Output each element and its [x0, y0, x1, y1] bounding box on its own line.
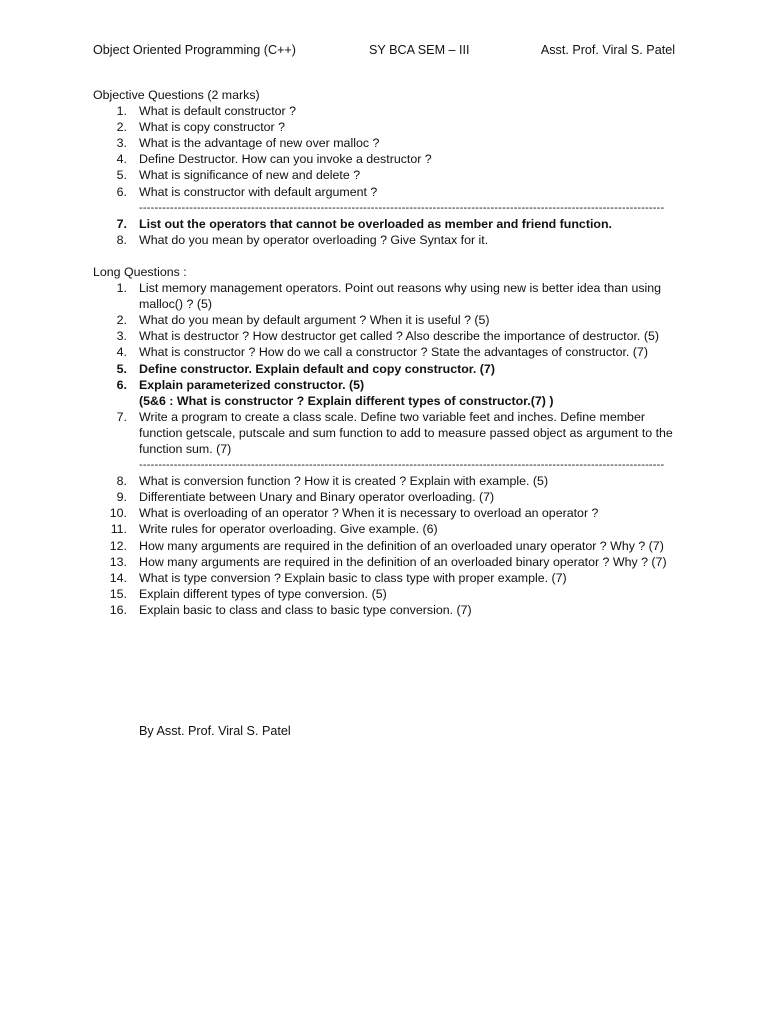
list-item — [93, 554, 678, 570]
header-class: SY BCA SEM – III — [369, 43, 470, 57]
question-text: What do you mean by operator overloading ? Give Syntax for it. — [139, 232, 489, 247]
question-text: What is destructor ? How destructor get called ? Also describe the importance of destructor. (5) — [139, 329, 659, 344]
combined-question-note: (5&6 : What is constructor ? Explain different types of constructor.(7) ) — [139, 393, 554, 408]
section-divider: ---------------------------------------------------------------------------------------------------------------------------------------- — [139, 201, 665, 214]
list-item — [93, 135, 678, 151]
list-item — [93, 409, 678, 457]
question-text: Differentiate between Unary and Binary operator overloading. (7) — [139, 490, 495, 505]
item-number: 7. — [116, 216, 127, 231]
author-byline: By Asst. Prof. Viral S. Patel — [139, 724, 291, 738]
item-number: 3. — [116, 329, 127, 344]
item-number: 9. — [116, 490, 127, 505]
item-number: 3. — [116, 136, 127, 151]
question-text: Write a program to create a class scale. Define two variable feet and inches. Define member function getscale, putscale and sum function to add to measure passed object as argument to the function sum. (7) — [139, 409, 673, 456]
question-text: Explain different types of type conversion. (5) — [139, 586, 387, 601]
list-item — [93, 232, 678, 248]
item-number: 8. — [116, 232, 127, 247]
question-text: List out the operators that cannot be overloaded as member and friend function. — [139, 216, 612, 231]
list-item — [93, 489, 678, 505]
question-text: How many arguments are required in the definition of an overloaded binary operator ? Why ? (7) — [139, 554, 667, 569]
item-number: 6. — [116, 184, 127, 199]
item-number: 8. — [116, 474, 127, 489]
list-item — [93, 216, 678, 232]
question-text: What is default constructor ? — [139, 104, 297, 119]
list-item — [93, 538, 678, 554]
item-number: 6. — [116, 377, 127, 392]
list-item — [93, 119, 678, 135]
item-number: 5. — [116, 168, 127, 183]
page-header — [93, 43, 678, 61]
item-number: 4. — [116, 152, 127, 167]
list-item — [93, 167, 678, 183]
list-item — [93, 184, 678, 200]
list-item — [93, 151, 678, 167]
question-text: Define constructor. Explain default and copy constructor. (7) — [139, 361, 495, 376]
section-spacer — [93, 248, 678, 264]
list-item — [93, 586, 678, 602]
question-text: What is the advantage of new over malloc ? — [139, 136, 380, 151]
list-item — [93, 344, 678, 360]
item-number: 13. — [109, 554, 127, 569]
item-number: 2. — [116, 120, 127, 135]
objective-question-list-continued — [93, 216, 678, 248]
question-text: How many arguments are required in the definition of an overloaded unary operator ? Why ? (7) — [139, 538, 664, 553]
long-question-list-continued — [93, 473, 678, 618]
list-item — [93, 361, 678, 377]
objective-question-list — [93, 103, 678, 200]
list-item — [93, 328, 678, 344]
header-subject: Object Oriented Programming (C++) — [93, 43, 296, 57]
item-number: 14. — [109, 570, 127, 585]
list-item — [93, 312, 678, 328]
question-text: Explain parameterized constructor. (5) — [139, 377, 365, 392]
question-text: Explain basic to class and class to basic type conversion. (7) — [139, 602, 472, 617]
item-number: 11. — [110, 522, 127, 537]
item-number: 15. — [109, 586, 127, 601]
item-number: 1. — [116, 281, 127, 296]
item-number: 16. — [109, 602, 127, 617]
item-number: 1. — [116, 104, 127, 119]
item-number: 2. — [116, 313, 127, 328]
list-item — [93, 377, 678, 409]
question-text: What is type conversion ? Explain basic to class type with proper example. (7) — [139, 570, 567, 585]
item-number: 12. — [109, 538, 127, 553]
long-question-list — [93, 280, 678, 457]
item-number: 10. — [109, 506, 127, 521]
list-item — [93, 570, 678, 586]
question-text: What do you mean by default argument ? When it is useful ? (5) — [139, 313, 490, 328]
question-text: What is constructor ? How do we call a constructor ? State the advantages of constructor. (7) — [139, 345, 648, 360]
question-text: What is constructor with default argument ? — [139, 184, 378, 199]
question-text: Write rules for operator overloading. Give example. (6) — [139, 522, 438, 537]
question-text: What is overloading of an operator ? When it is necessary to overload an operator ? — [139, 506, 599, 521]
question-content — [93, 87, 678, 618]
list-item — [93, 473, 678, 489]
question-text: What is conversion function ? How it is created ? Explain with example. (5) — [139, 474, 549, 489]
list-item — [93, 103, 678, 119]
question-text: What is significance of new and delete ? — [139, 168, 361, 183]
list-item — [93, 602, 678, 618]
list-item — [93, 280, 678, 312]
list-item — [93, 505, 678, 521]
item-number: 7. — [116, 409, 127, 424]
header-author: Asst. Prof. Viral S. Patel — [540, 43, 675, 57]
question-text: What is copy constructor ? — [139, 120, 285, 135]
question-text: Define Destructor. How can you invoke a destructor ? — [139, 152, 432, 167]
list-item — [93, 521, 678, 537]
section-divider: ---------------------------------------------------------------------------------------------------------------------------------------- — [139, 459, 665, 472]
question-text: List memory management operators. Point out reasons why using new is better idea than using malloc() ? (5) — [139, 281, 662, 312]
long-section-title: Long Questions : — [93, 264, 187, 279]
objective-section-title: Objective Questions (2 marks) — [93, 88, 260, 102]
item-number: 5. — [116, 361, 127, 376]
item-number: 4. — [116, 345, 127, 360]
